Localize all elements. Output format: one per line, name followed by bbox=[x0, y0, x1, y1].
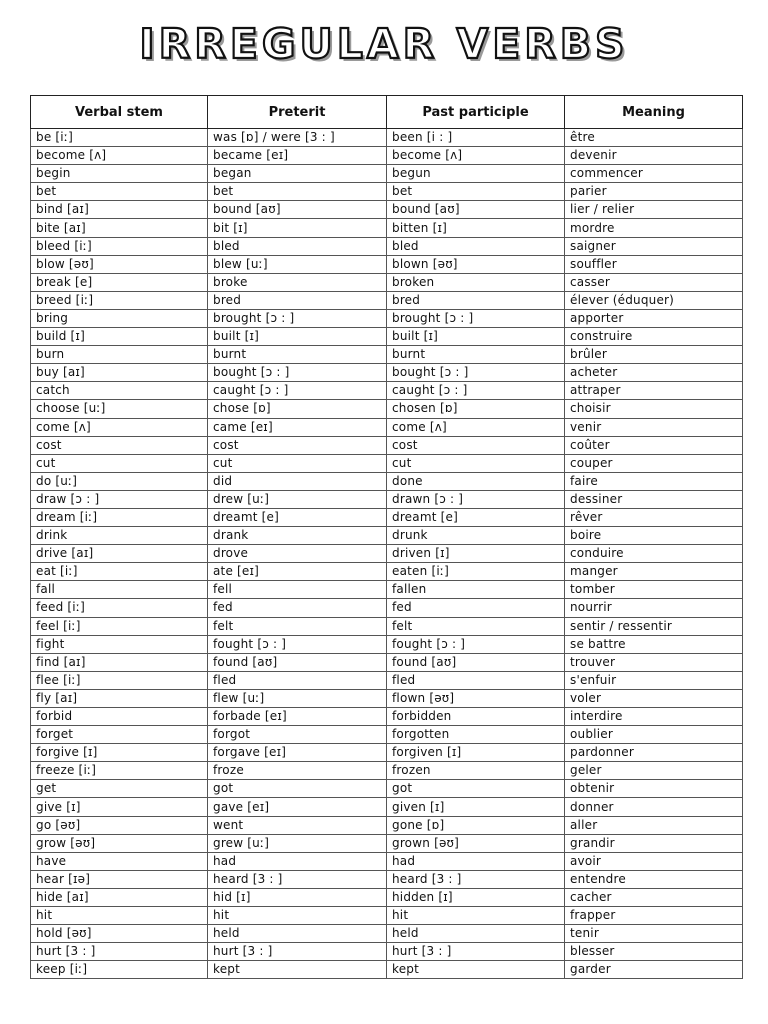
preterit-cell: felt bbox=[208, 617, 387, 635]
meaning-cell: dessiner bbox=[565, 490, 743, 508]
table-row bbox=[31, 925, 743, 943]
past-participle-cell: found [aʊ] bbox=[387, 653, 565, 671]
meaning-cell: élever (éduquer) bbox=[565, 291, 743, 309]
table-row bbox=[31, 237, 743, 255]
past-participle-cell: bitten [ɪ] bbox=[387, 219, 565, 237]
past-participle-cell: flown [əʊ] bbox=[387, 689, 565, 707]
verbal-stem-cell: burn bbox=[31, 346, 208, 364]
meaning-cell: tomber bbox=[565, 581, 743, 599]
meaning-cell: lier / relier bbox=[565, 201, 743, 219]
preterit-cell: forgot bbox=[208, 726, 387, 744]
past-participle-cell: frozen bbox=[387, 762, 565, 780]
meaning-cell: mordre bbox=[565, 219, 743, 237]
meaning-cell: blesser bbox=[565, 943, 743, 961]
preterit-cell: gave [eɪ] bbox=[208, 798, 387, 816]
table-row bbox=[31, 798, 743, 816]
table-row bbox=[31, 183, 743, 201]
preterit-cell: bought [ɔ : ] bbox=[208, 364, 387, 382]
verbal-stem-cell: hit bbox=[31, 907, 208, 925]
meaning-cell: saigner bbox=[565, 237, 743, 255]
column-header-meaning: Meaning bbox=[565, 96, 743, 129]
table-row bbox=[31, 364, 743, 382]
table-row bbox=[31, 870, 743, 888]
verbal-stem-cell: flee [iː] bbox=[31, 671, 208, 689]
preterit-cell: kept bbox=[208, 961, 387, 979]
table-row bbox=[31, 762, 743, 780]
preterit-cell: drew [uː] bbox=[208, 490, 387, 508]
verbal-stem-cell: fall bbox=[31, 581, 208, 599]
past-participle-cell: begun bbox=[387, 165, 565, 183]
preterit-cell: got bbox=[208, 780, 387, 798]
table-row bbox=[31, 617, 743, 635]
past-participle-cell: broken bbox=[387, 273, 565, 291]
verbal-stem-cell: forgive [ɪ] bbox=[31, 744, 208, 762]
verbal-stem-cell: hold [əʊ] bbox=[31, 925, 208, 943]
verbal-stem-cell: forget bbox=[31, 726, 208, 744]
past-participle-cell: drawn [ɔ : ] bbox=[387, 490, 565, 508]
past-participle-cell: grown [əʊ] bbox=[387, 834, 565, 852]
table-row bbox=[31, 671, 743, 689]
table-row bbox=[31, 744, 743, 762]
table-row bbox=[31, 346, 743, 364]
verbal-stem-cell: forbid bbox=[31, 708, 208, 726]
table-row bbox=[31, 147, 743, 165]
past-participle-cell: caught [ɔ : ] bbox=[387, 382, 565, 400]
preterit-cell: caught [ɔ : ] bbox=[208, 382, 387, 400]
table-row bbox=[31, 219, 743, 237]
meaning-cell: choisir bbox=[565, 400, 743, 418]
meaning-cell: faire bbox=[565, 472, 743, 490]
past-participle-cell: brought [ɔ : ] bbox=[387, 309, 565, 327]
past-participle-cell: hit bbox=[387, 907, 565, 925]
past-participle-cell: fallen bbox=[387, 581, 565, 599]
table-row bbox=[31, 418, 743, 436]
preterit-cell: built [ɪ] bbox=[208, 328, 387, 346]
verbal-stem-cell: freeze [iː] bbox=[31, 762, 208, 780]
table-body bbox=[31, 129, 743, 979]
meaning-cell: conduire bbox=[565, 545, 743, 563]
meaning-cell: venir bbox=[565, 418, 743, 436]
past-participle-cell: eaten [iː] bbox=[387, 563, 565, 581]
preterit-cell: hit bbox=[208, 907, 387, 925]
preterit-cell: became [eɪ] bbox=[208, 147, 387, 165]
verbal-stem-cell: fight bbox=[31, 635, 208, 653]
past-participle-cell: chosen [ɒ] bbox=[387, 400, 565, 418]
preterit-cell: cost bbox=[208, 436, 387, 454]
past-participle-cell: drunk bbox=[387, 527, 565, 545]
table-row bbox=[31, 635, 743, 653]
column-header-preterit: Preterit bbox=[208, 96, 387, 129]
meaning-cell: nourrir bbox=[565, 599, 743, 617]
table-row bbox=[31, 726, 743, 744]
past-participle-cell: fought [ɔ : ] bbox=[387, 635, 565, 653]
preterit-cell: was [ɒ] / were [3 : ] bbox=[208, 129, 387, 147]
verbal-stem-cell: bring bbox=[31, 309, 208, 327]
verbal-stem-cell: feed [iː] bbox=[31, 599, 208, 617]
meaning-cell: oublier bbox=[565, 726, 743, 744]
preterit-cell: had bbox=[208, 852, 387, 870]
past-participle-cell: been [i : ] bbox=[387, 129, 565, 147]
table-row bbox=[31, 400, 743, 418]
table-header-row bbox=[31, 96, 743, 129]
verbal-stem-cell: bet bbox=[31, 183, 208, 201]
preterit-cell: ate [eɪ] bbox=[208, 563, 387, 581]
past-participle-cell: given [ɪ] bbox=[387, 798, 565, 816]
verbal-stem-cell: dream [iː] bbox=[31, 508, 208, 526]
table-row bbox=[31, 527, 743, 545]
preterit-cell: broke bbox=[208, 273, 387, 291]
meaning-cell: souffler bbox=[565, 255, 743, 273]
preterit-cell: hurt [3 : ] bbox=[208, 943, 387, 961]
verbal-stem-cell: grow [əʊ] bbox=[31, 834, 208, 852]
meaning-cell: parier bbox=[565, 183, 743, 201]
table-row bbox=[31, 454, 743, 472]
past-participle-cell: got bbox=[387, 780, 565, 798]
preterit-cell: dreamt [e] bbox=[208, 508, 387, 526]
verbal-stem-cell: be [iː] bbox=[31, 129, 208, 147]
meaning-cell: tenir bbox=[565, 925, 743, 943]
table-row bbox=[31, 943, 743, 961]
verbal-stem-cell: drink bbox=[31, 527, 208, 545]
past-participle-cell: burnt bbox=[387, 346, 565, 364]
verbal-stem-cell: bite [aɪ] bbox=[31, 219, 208, 237]
past-participle-cell: come [ʌ] bbox=[387, 418, 565, 436]
past-participle-cell: cut bbox=[387, 454, 565, 472]
table-row bbox=[31, 581, 743, 599]
table-row bbox=[31, 689, 743, 707]
preterit-cell: fed bbox=[208, 599, 387, 617]
preterit-cell: found [aʊ] bbox=[208, 653, 387, 671]
meaning-cell: construire bbox=[565, 328, 743, 346]
preterit-cell: bled bbox=[208, 237, 387, 255]
preterit-cell: bit [ɪ] bbox=[208, 219, 387, 237]
table-row bbox=[31, 273, 743, 291]
table-row bbox=[31, 599, 743, 617]
table-row bbox=[31, 653, 743, 671]
past-participle-cell: hurt [3 : ] bbox=[387, 943, 565, 961]
past-participle-cell: kept bbox=[387, 961, 565, 979]
verbal-stem-cell: begin bbox=[31, 165, 208, 183]
table-row bbox=[31, 472, 743, 490]
preterit-cell: forbade [eɪ] bbox=[208, 708, 387, 726]
meaning-cell: grandir bbox=[565, 834, 743, 852]
table-row bbox=[31, 328, 743, 346]
past-participle-cell: forgiven [ɪ] bbox=[387, 744, 565, 762]
meaning-cell: brûler bbox=[565, 346, 743, 364]
table-row bbox=[31, 961, 743, 979]
past-participle-cell: blown [əʊ] bbox=[387, 255, 565, 273]
table-row bbox=[31, 129, 743, 147]
meaning-cell: frapper bbox=[565, 907, 743, 925]
preterit-cell: chose [ɒ] bbox=[208, 400, 387, 418]
preterit-cell: froze bbox=[208, 762, 387, 780]
meaning-cell: donner bbox=[565, 798, 743, 816]
preterit-cell: did bbox=[208, 472, 387, 490]
preterit-cell: fell bbox=[208, 581, 387, 599]
preterit-cell: held bbox=[208, 925, 387, 943]
preterit-cell: grew [uː] bbox=[208, 834, 387, 852]
meaning-cell: attraper bbox=[565, 382, 743, 400]
preterit-cell: forgave [eɪ] bbox=[208, 744, 387, 762]
meaning-cell: cacher bbox=[565, 888, 743, 906]
preterit-cell: flew [uː] bbox=[208, 689, 387, 707]
meaning-cell: coûter bbox=[565, 436, 743, 454]
verbal-stem-cell: cut bbox=[31, 454, 208, 472]
verbal-stem-cell: feel [iː] bbox=[31, 617, 208, 635]
past-participle-cell: become [ʌ] bbox=[387, 147, 565, 165]
past-participle-cell: dreamt [e] bbox=[387, 508, 565, 526]
table-row bbox=[31, 490, 743, 508]
meaning-cell: aller bbox=[565, 816, 743, 834]
past-participle-cell: cost bbox=[387, 436, 565, 454]
meaning-cell: sentir / ressentir bbox=[565, 617, 743, 635]
verbal-stem-cell: become [ʌ] bbox=[31, 147, 208, 165]
verbal-stem-cell: hide [aɪ] bbox=[31, 888, 208, 906]
table-row bbox=[31, 545, 743, 563]
table-row bbox=[31, 888, 743, 906]
past-participle-cell: felt bbox=[387, 617, 565, 635]
table-row bbox=[31, 165, 743, 183]
preterit-cell: drove bbox=[208, 545, 387, 563]
past-participle-cell: heard [3 : ] bbox=[387, 870, 565, 888]
table-row bbox=[31, 780, 743, 798]
meaning-cell: pardonner bbox=[565, 744, 743, 762]
past-participle-cell: fled bbox=[387, 671, 565, 689]
past-participle-cell: forbidden bbox=[387, 708, 565, 726]
verbal-stem-cell: bind [aɪ] bbox=[31, 201, 208, 219]
meaning-cell: obtenir bbox=[565, 780, 743, 798]
preterit-cell: bound [aʊ] bbox=[208, 201, 387, 219]
meaning-cell: s'enfuir bbox=[565, 671, 743, 689]
verbal-stem-cell: go [əʊ] bbox=[31, 816, 208, 834]
table-row bbox=[31, 508, 743, 526]
verbal-stem-cell: do [uː] bbox=[31, 472, 208, 490]
verbal-stem-cell: cost bbox=[31, 436, 208, 454]
meaning-cell: garder bbox=[565, 961, 743, 979]
verbal-stem-cell: drive [aɪ] bbox=[31, 545, 208, 563]
meaning-cell: couper bbox=[565, 454, 743, 472]
past-participle-cell: done bbox=[387, 472, 565, 490]
table-row bbox=[31, 907, 743, 925]
verbs-table bbox=[30, 95, 743, 979]
verbal-stem-cell: eat [iː] bbox=[31, 563, 208, 581]
table-row bbox=[31, 834, 743, 852]
past-participle-cell: bound [aʊ] bbox=[387, 201, 565, 219]
table-row bbox=[31, 708, 743, 726]
verbal-stem-cell: build [ɪ] bbox=[31, 328, 208, 346]
verbal-stem-cell: give [ɪ] bbox=[31, 798, 208, 816]
meaning-cell: manger bbox=[565, 563, 743, 581]
meaning-cell: geler bbox=[565, 762, 743, 780]
preterit-cell: fought [ɔ : ] bbox=[208, 635, 387, 653]
page-title: IRREGULAR VERBS bbox=[139, 20, 629, 68]
meaning-cell: boire bbox=[565, 527, 743, 545]
verbal-stem-cell: breed [iː] bbox=[31, 291, 208, 309]
meaning-cell: interdire bbox=[565, 708, 743, 726]
preterit-cell: drank bbox=[208, 527, 387, 545]
past-participle-cell: built [ɪ] bbox=[387, 328, 565, 346]
table-row bbox=[31, 255, 743, 273]
verbal-stem-cell: keep [iː] bbox=[31, 961, 208, 979]
past-participle-cell: driven [ɪ] bbox=[387, 545, 565, 563]
verbal-stem-cell: hurt [3 : ] bbox=[31, 943, 208, 961]
verbal-stem-cell: have bbox=[31, 852, 208, 870]
meaning-cell: être bbox=[565, 129, 743, 147]
table-row bbox=[31, 436, 743, 454]
preterit-cell: bred bbox=[208, 291, 387, 309]
verbal-stem-cell: come [ʌ] bbox=[31, 418, 208, 436]
meaning-cell: apporter bbox=[565, 309, 743, 327]
past-participle-cell: held bbox=[387, 925, 565, 943]
verbal-stem-cell: hear [ɪə] bbox=[31, 870, 208, 888]
table-row bbox=[31, 382, 743, 400]
meaning-cell: trouver bbox=[565, 653, 743, 671]
preterit-cell: began bbox=[208, 165, 387, 183]
meaning-cell: commencer bbox=[565, 165, 743, 183]
table-row bbox=[31, 291, 743, 309]
past-participle-cell: gone [ɒ] bbox=[387, 816, 565, 834]
meaning-cell: rêver bbox=[565, 508, 743, 526]
preterit-cell: blew [uː] bbox=[208, 255, 387, 273]
meaning-cell: avoir bbox=[565, 852, 743, 870]
column-header-past-participle: Past participle bbox=[387, 96, 565, 129]
past-participle-cell: hidden [ɪ] bbox=[387, 888, 565, 906]
verbal-stem-cell: bleed [iː] bbox=[31, 237, 208, 255]
verbal-stem-cell: get bbox=[31, 780, 208, 798]
verbal-stem-cell: break [e] bbox=[31, 273, 208, 291]
past-participle-cell: bled bbox=[387, 237, 565, 255]
verbal-stem-cell: find [aɪ] bbox=[31, 653, 208, 671]
verbal-stem-cell: draw [ɔ : ] bbox=[31, 490, 208, 508]
table-row bbox=[31, 852, 743, 870]
preterit-cell: went bbox=[208, 816, 387, 834]
table-row bbox=[31, 201, 743, 219]
verbal-stem-cell: blow [əʊ] bbox=[31, 255, 208, 273]
verbal-stem-cell: catch bbox=[31, 382, 208, 400]
preterit-cell: burnt bbox=[208, 346, 387, 364]
past-participle-cell: had bbox=[387, 852, 565, 870]
preterit-cell: fled bbox=[208, 671, 387, 689]
preterit-cell: hid [ɪ] bbox=[208, 888, 387, 906]
verbal-stem-cell: choose [uː] bbox=[31, 400, 208, 418]
preterit-cell: heard [3 : ] bbox=[208, 870, 387, 888]
table-row bbox=[31, 816, 743, 834]
meaning-cell: se battre bbox=[565, 635, 743, 653]
past-participle-cell: bet bbox=[387, 183, 565, 201]
meaning-cell: casser bbox=[565, 273, 743, 291]
past-participle-cell: fed bbox=[387, 599, 565, 617]
table-row bbox=[31, 563, 743, 581]
verbal-stem-cell: fly [aɪ] bbox=[31, 689, 208, 707]
preterit-cell: brought [ɔ : ] bbox=[208, 309, 387, 327]
meaning-cell: acheter bbox=[565, 364, 743, 382]
verbal-stem-cell: buy [aɪ] bbox=[31, 364, 208, 382]
past-participle-cell: bought [ɔ : ] bbox=[387, 364, 565, 382]
table-row bbox=[31, 309, 743, 327]
preterit-cell: bet bbox=[208, 183, 387, 201]
preterit-cell: came [eɪ] bbox=[208, 418, 387, 436]
past-participle-cell: forgotten bbox=[387, 726, 565, 744]
column-header-verbal-stem: Verbal stem bbox=[31, 96, 208, 129]
preterit-cell: cut bbox=[208, 454, 387, 472]
meaning-cell: voler bbox=[565, 689, 743, 707]
past-participle-cell: bred bbox=[387, 291, 565, 309]
meaning-cell: devenir bbox=[565, 147, 743, 165]
meaning-cell: entendre bbox=[565, 870, 743, 888]
